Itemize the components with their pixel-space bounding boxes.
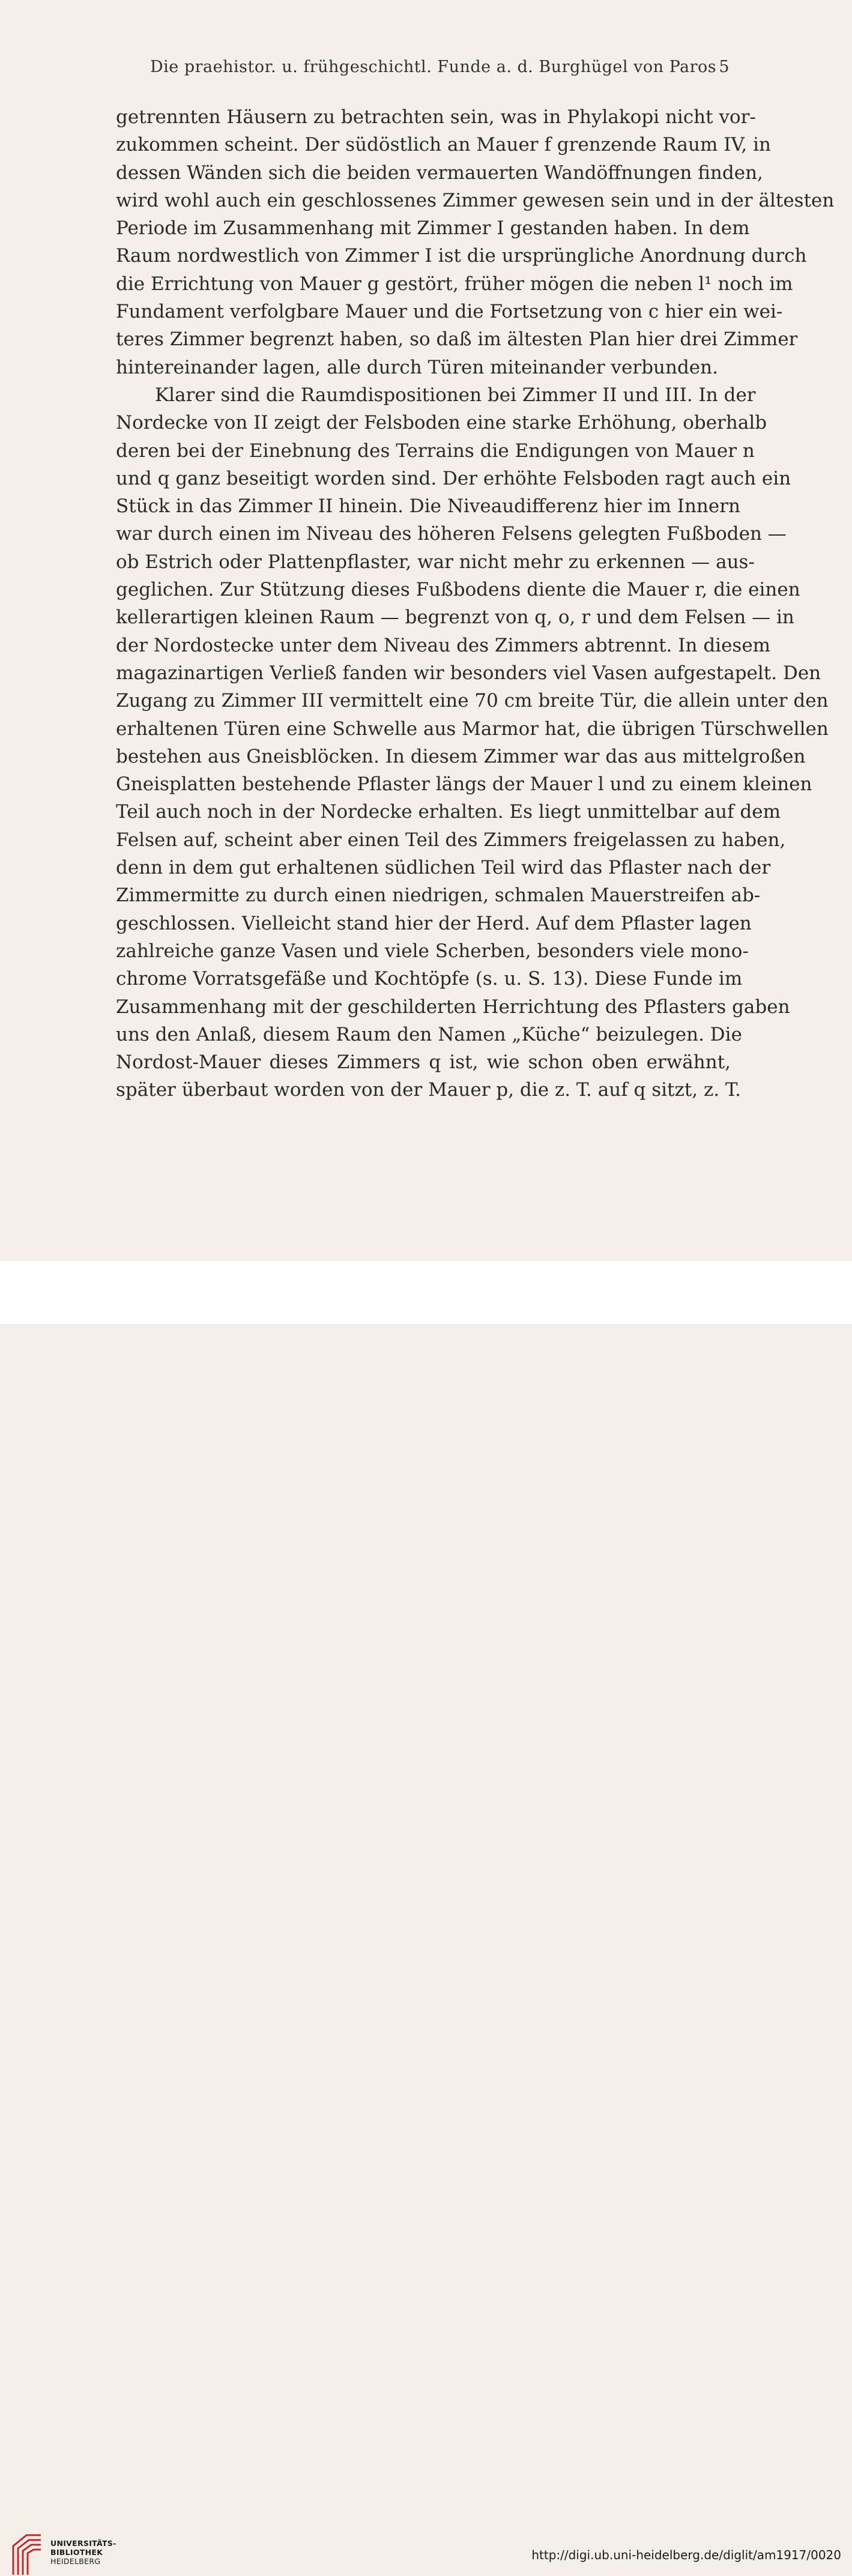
library-logo-icon	[10, 2533, 44, 2576]
text-line: dessen Wänden sich die beiden vermauerten Wandöffnungen finden,	[116, 162, 763, 184]
running-title: Die praehistor. u. frühgeschichtl. Funde a. d. Burghügel von Paros	[150, 58, 717, 76]
text-line: deren bei der Einebnung des Terrains die Endigungen von Mauer n	[116, 440, 755, 462]
text-line: kellerartigen kleinen Raum — begrenzt von q, o, r und dem Felsen — in	[116, 606, 794, 629]
text-line: Gneisplatten bestehende Pflaster längs der Mauer l und zu einem kleinen	[116, 773, 812, 796]
text-line: Stück in das Zimmer II hinein. Die Niveaudifferenz hier im Innern	[116, 495, 740, 518]
library-name-line: UNIVERSITÄTS-	[50, 2539, 116, 2548]
source-url-link[interactable]: http://digi.ub.uni-heidelberg.de/diglit/am1917/0020	[531, 2548, 841, 2562]
digitization-footer	[0, 1261, 852, 2566]
text-line: Felsen auf, scheint aber einen Teil des Zimmers freigelassen zu haben,	[116, 829, 786, 851]
text-line: Zimmermitte zu durch einen niedrigen, schmalen Mauerstreifen ab-	[116, 884, 761, 907]
source-url[interactable]	[531, 2548, 841, 2562]
text-line: und q ganz beseitigt worden sind. Der erhöhte Felsboden ragt auch ein	[116, 467, 791, 489]
text-line: der Nordostecke unter dem Niveau des Zimmers abtrennt. In diesem	[116, 634, 771, 656]
text-line: geschlossen. Vielleicht stand hier der Herd. Auf dem Pflaster lagen	[116, 912, 752, 934]
paragraph-start-line: Klarer sind die Raumdispositionen bei Zimmer II und III. In der	[155, 384, 756, 406]
page-number: 5	[719, 58, 730, 76]
text-line: ob Estrich oder Plattenpflaster, war nicht mehr zu erkennen — aus-	[116, 551, 755, 573]
text-line: Fundament verfolgbare Mauer und die Fortsetzung von c hier ein wei-	[116, 301, 783, 323]
library-name	[50, 2539, 116, 2566]
text-line: Teil auch noch in der Nordecke erhalten. Es liegt unmittelbar auf dem	[116, 801, 781, 823]
text-line: die Errichtung von Mauer g gestört, früher mögen die neben l¹ noch im	[116, 273, 793, 295]
text-line: getrennten Häusern zu betrachten sein, was in Phylakopi nicht vor-	[116, 106, 756, 128]
text-line: Nordost-Mauer dieses Zimmers q ist, wie schon oben erwähnt,	[116, 1051, 731, 1074]
body-text	[116, 103, 835, 1104]
text-line: bestehen aus Gneisblöcken. In diesem Zimmer war das aus mittelgroßen	[116, 745, 806, 767]
running-header	[150, 58, 730, 82]
text-line: Zusammenhang mit der geschilderten Herrichtung des Pflasters gaben	[116, 996, 790, 1018]
text-line: teres Zimmer begrenzt haben, so daß im ältesten Plan hier drei Zimmer	[116, 328, 798, 351]
text-line: erhaltenen Türen eine Schwelle aus Marmor hat, die übrigen Türschwellen	[116, 718, 829, 740]
scanned-page	[0, 0, 852, 1261]
paragraph-end-line: hintereinander lagen, alle durch Türen miteinander verbunden.	[116, 356, 718, 378]
text-line: Nordecke von II zeigt der Felsboden eine starke Erhöhung, oberhalb	[116, 412, 767, 434]
text-line: chrome Vorratsgefäße und Kochtöpfe (s. u. S. 13). Diese Funde im	[116, 968, 743, 990]
text-line: uns den Anlaß, diesem Raum den Namen „Küche“ beizulegen. Die	[116, 1023, 742, 1045]
library-name-line: HEIDELBERG	[50, 2557, 101, 2566]
text-line: denn in dem gut erhaltenen südlichen Teil wird das Pflaster nach der	[116, 857, 771, 879]
text-line: magazinartigen Verließ fanden wir besonders viel Vasen aufgestapelt. Den	[116, 662, 821, 684]
text-line: war durch einen im Niveau des höheren Felsens gelegten Fußboden —	[116, 523, 787, 545]
text-line: Raum nordwestlich von Zimmer I ist die ursprüngliche Anordnung durch	[116, 245, 807, 267]
text-line: später überbaut worden von der Mauer p, die z. T. auf q sitzt, z. T.	[116, 1079, 742, 1101]
text-line: wird wohl auch ein geschlossenes Zimmer gewesen sein und in der ältesten	[116, 189, 835, 211]
text-line: zahlreiche ganze Vasen und viele Scherben, besonders viele mono-	[116, 940, 749, 962]
library-name-line: BIBLIOTHEK	[50, 2548, 103, 2557]
text-line: Periode im Zusammenhang mit Zimmer I gestanden haben. In dem	[116, 217, 750, 240]
text-line: Zugang zu Zimmer III vermittelt eine 70 cm breite Tür, die allein unter den	[116, 690, 829, 712]
text-line: geglichen. Zur Stützung dieses Fußbodens diente die Mauer r, die einen	[116, 579, 800, 601]
text-line: zukommen scheint. Der südöstlich an Mauer f grenzende Raum IV, in	[116, 134, 772, 156]
